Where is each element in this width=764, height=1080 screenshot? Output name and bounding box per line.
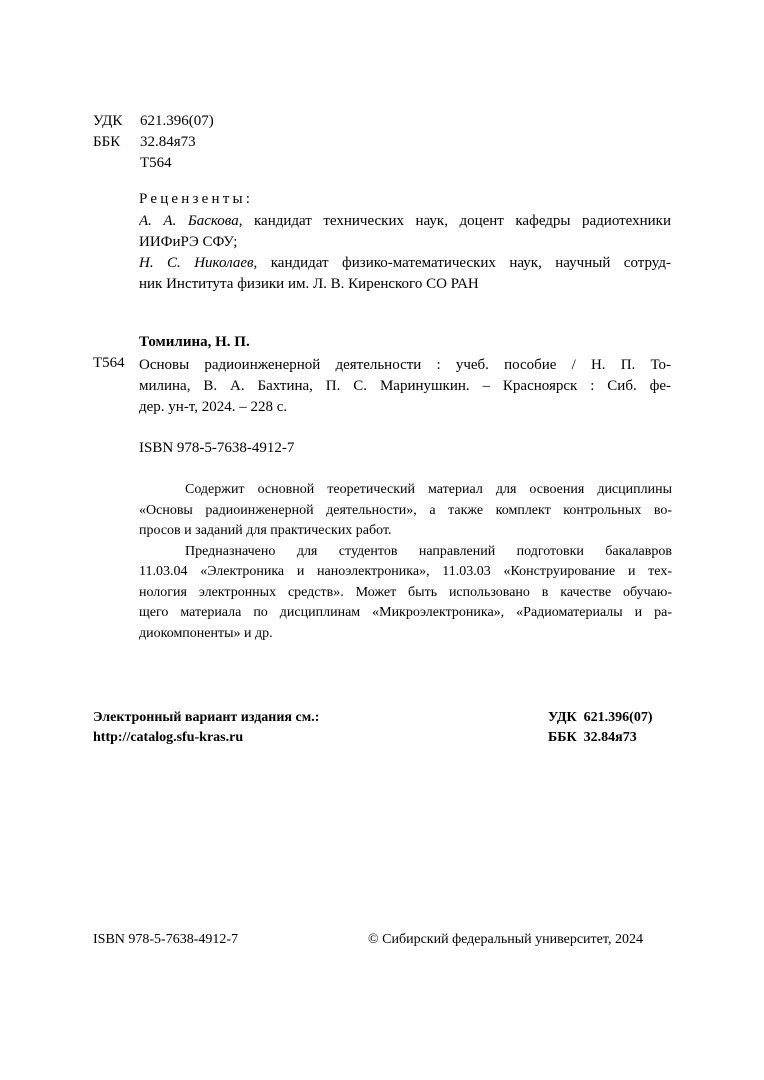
reviewer-line (139, 274, 671, 295)
reviewer-name: Н. С. Николаев (139, 255, 254, 271)
reviewer-details: ник Института физики им. Л. В. Киренского СО РАН (139, 276, 479, 292)
udk-short (548, 710, 652, 726)
bib-line: Основы радиоинженерной деятельности : учеб. пособие / Н. П. То- (139, 357, 671, 373)
bbk-short (548, 730, 637, 746)
reviewers-block (139, 211, 671, 295)
udk-code-row (93, 113, 214, 130)
electronic-version-label: Электронный вариант издания см.: (93, 710, 320, 725)
abstract-line: 11.03.04 «Электроника и наноэлектроника», 11.03.03 «Конструирование и тех- (139, 564, 672, 579)
author-mark-value: Т564 (140, 155, 172, 171)
bbk-short-label: ББК (548, 730, 577, 745)
call-number: Т564 (93, 355, 125, 371)
abstract-line: просов и заданий для практических работ. (139, 523, 392, 538)
udk-value: 621.396(07) (140, 113, 214, 129)
abstract-block (139, 480, 672, 644)
catalog-link[interactable]: http://catalog.sfu-kras.ru (93, 730, 244, 745)
udk-short-value: 621.396(07) (583, 710, 653, 725)
abstract-line: Содержит основной теоретический материал для освоения дисциплины (185, 482, 672, 497)
abstract-line: «Основы радиоинженерной деятельности», а также комплект контрольных во- (139, 502, 672, 518)
udk-label: УДК (93, 113, 123, 129)
reviewer-details: , кандидат физико-математических наук, научный сотруд- (253, 255, 671, 271)
reviewer-line (139, 211, 671, 232)
abstract-line: Предназначено для студентов направлений подготовки бакалавров (185, 543, 672, 559)
bibliographic-description (139, 355, 671, 418)
bbk-short-value: 32.84я73 (583, 730, 637, 745)
author-mark-row (93, 155, 172, 172)
reviewer-line (139, 232, 671, 253)
abstract-line: нология электронных средств». Может быть использовано в качестве обучаю- (139, 584, 672, 600)
bib-line: дер. ун-т, 2024. – 228 с. (139, 399, 288, 415)
isbn-main: ISBN 978-5-7638-4912-7 (139, 440, 295, 456)
bbk-code-row (93, 134, 196, 151)
reviewer-name: А. А. Баскова (139, 213, 239, 229)
reviewers-heading: Рецензенты: (139, 191, 254, 207)
bbk-label: ББК (93, 134, 121, 150)
bbk-value: 32.84я73 (140, 134, 196, 150)
reviewer-details: , кандидат технических наук, доцент кафедры радиотехники (238, 213, 671, 229)
copyright-notice: © Сибирский федеральный университет, 2024 (368, 932, 643, 947)
author-heading: Томилина, Н. П. (139, 334, 250, 350)
abstract-line: диокомпоненты» и др. (139, 625, 273, 641)
abstract-line: щего материала по дисциплинам «Микроэлектроника», «Радиоматериалы и ра- (139, 605, 672, 620)
reviewer-details: ИИФиРЭ СФУ; (139, 234, 238, 250)
udk-short-label: УДК (548, 710, 577, 725)
bib-line: милина, В. А. Бахтина, П. С. Маринушкин. – Красноярск : Сиб. фе- (139, 378, 671, 394)
reviewer-line (139, 253, 671, 274)
footer-isbn: ISBN 978-5-7638-4912-7 (93, 932, 239, 947)
